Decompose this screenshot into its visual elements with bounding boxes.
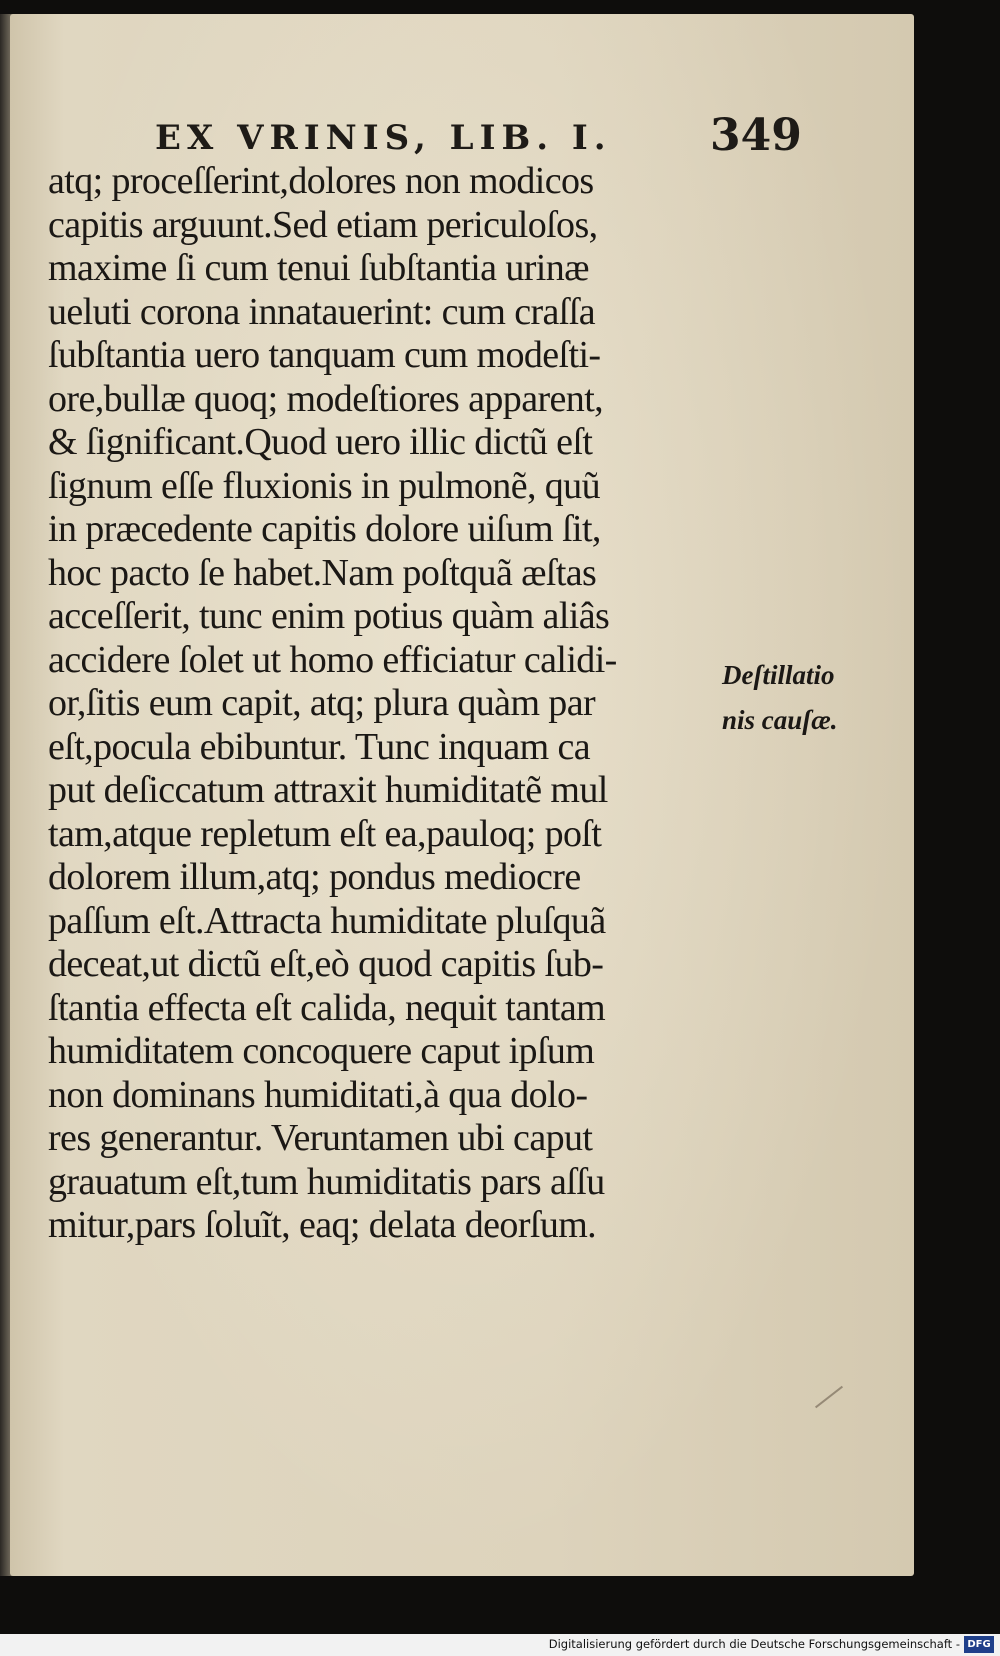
text-line: res generantur. Veruntamen ubi caput: [48, 1117, 593, 1159]
dfg-logo: DFG: [964, 1636, 994, 1653]
margin-note-line: nis cauſæ.: [722, 705, 838, 735]
text-line: in præcedente capitis dolore uiſum ſit,: [48, 508, 601, 550]
text-line: deceat,ut dictũ eſt,eò quod capitis ſub-: [48, 943, 604, 985]
text-line: mitur,pars ſoluĩt, eaq; delata deorſum.: [48, 1204, 597, 1246]
text-line: ueluti corona innatauerint: cum craſſa: [48, 290, 595, 333]
margin-note-line: Deſtillatio: [722, 660, 835, 690]
text-line: maxime ſi cum tenui ſubſtantia urinæ: [48, 247, 589, 289]
digitization-credit: Digitalisierung gefördert durch die Deutsche Forschungsgemeinschaft -: [548, 1637, 960, 1651]
text-line: grauatum eſt,tum humiditatis pars aſſu: [48, 1160, 605, 1203]
text-line: tam,atque repletum eſt ea,pauloq; poſt: [48, 812, 602, 855]
body-text: [48, 160, 728, 1248]
text-line: eſt,pocula ebibuntur. Tunc inquam ca: [48, 725, 590, 768]
text-line: hoc pacto ſe habet.Nam poſtquã æſtas: [48, 551, 597, 594]
text-line: dolorem illum,atq; pondus mediocre: [48, 856, 581, 898]
footer-bar: [0, 1634, 1000, 1656]
page-number: 349: [710, 110, 802, 161]
text-line: paſſum eſt.Attracta humiditate pluſquã: [48, 899, 606, 942]
text-line: ſignum eſſe fluxionis in pulmonẽ, quũ: [48, 464, 600, 507]
running-head: EX VRINIS, LIB. I.: [155, 118, 612, 158]
text-line: acceſſerit, tunc enim potius quàm aliâs: [48, 595, 610, 637]
margin-note: [722, 653, 872, 743]
text-line: atq; proceſſerint,dolores non modicos: [48, 160, 594, 202]
text-line: capitis arguunt.Sed etiam periculoſos,: [48, 203, 598, 246]
text-line: ore,bullæ quoq; modeſtiores apparent,: [48, 377, 604, 420]
text-line: non dominans humiditati,à qua dolo-: [48, 1073, 588, 1116]
text-line: & ſignificant.Quod uero illic dictũ eſt: [48, 421, 593, 463]
text-line: humiditatem concoquere caput ipſum: [48, 1030, 595, 1072]
text-line: put deſiccatum attraxit humiditatẽ mul: [48, 769, 608, 811]
text-line: accidere ſolet ut homo efficiatur calidi-: [48, 638, 617, 681]
text-line: ſubſtantia uero tanquam cum modeſti-: [48, 334, 601, 376]
page-header: [155, 110, 855, 161]
text-line: ſtantia effecta eſt calida, nequit tantam: [48, 986, 606, 1029]
text-line: or,ſitis eum capit, atq; plura quàm par: [48, 682, 596, 724]
